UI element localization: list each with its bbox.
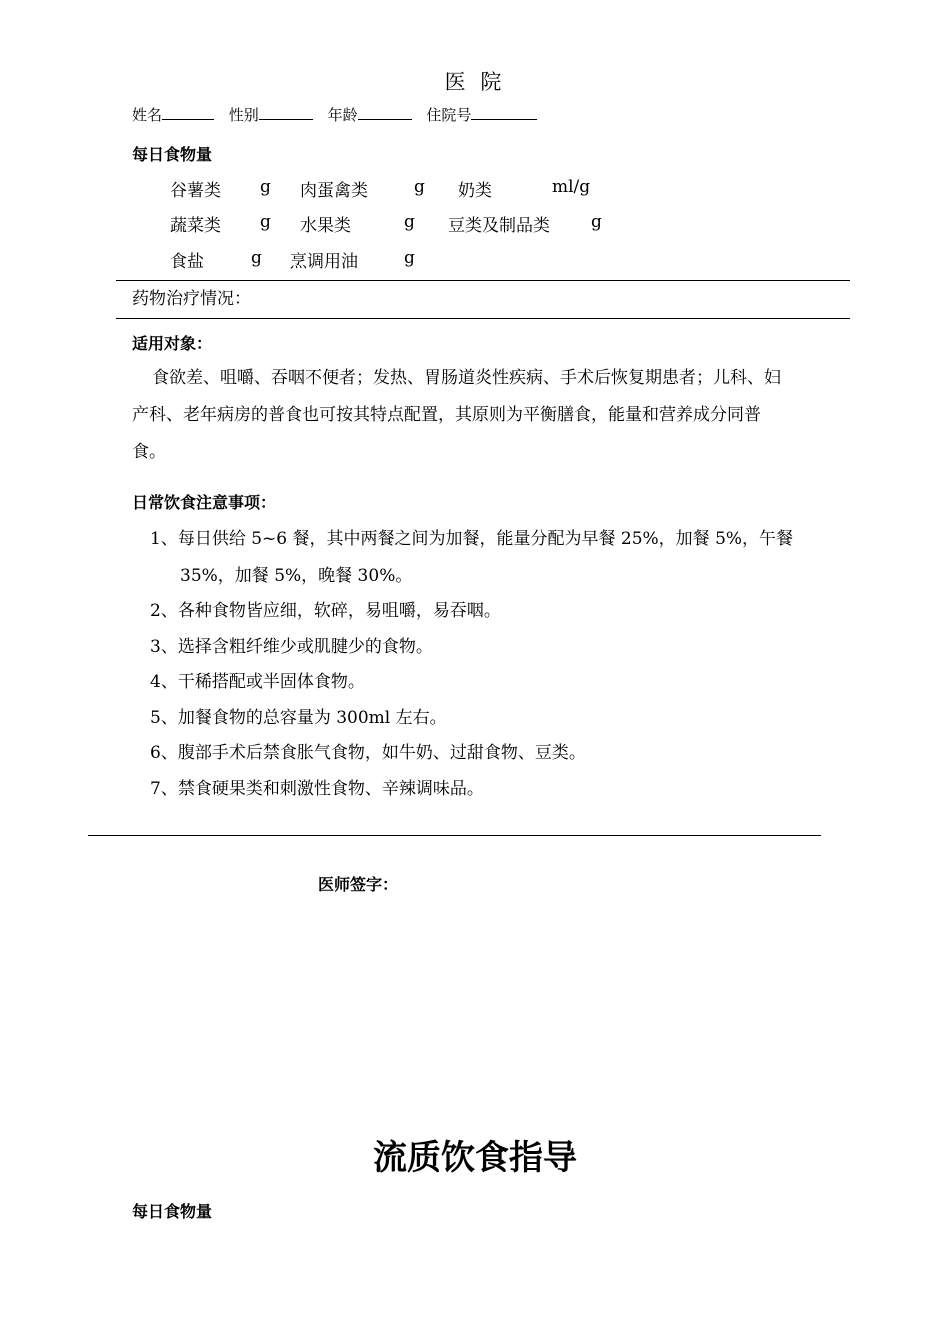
food-unit: g [414,177,425,197]
note-item: 7、禁食硬果类和刺激性食物、辛辣调味品。 [150,779,484,799]
food-unit: ml/g [552,177,591,197]
food-label: 烹调用油 [290,252,358,272]
medication-label: 药物治疗情况： [132,289,251,309]
section-title: 流质饮食指导 [373,1138,577,1178]
food-unit: g [251,248,262,268]
note-item: 6、腹部手术后禁食胀气食物，如牛奶、过甜食物、豆类。 [150,743,586,763]
gender-label: 性别 [228,106,259,124]
note-item: 3、选择含粗纤维少或肌腱少的食物。 [150,637,433,657]
applicable-line: 食。 [132,442,166,462]
note-item: 5、加餐食物的总容量为 300ml 左右。 [150,708,447,728]
age-field[interactable] [358,105,412,120]
food-label: 肉蛋禽类 [300,181,368,201]
hospital-title: 医 院 [444,70,506,94]
food-label: 奶类 [458,181,492,201]
applicable-heading: 适用对象： [132,334,213,353]
food-label: 水果类 [300,216,351,236]
divider [88,835,821,836]
name-field[interactable] [162,105,214,120]
note-item: 2、各种食物皆应细，软碎，易咀嚼，易吞咽。 [150,601,501,621]
food-unit: g [260,177,271,197]
divider [116,318,850,319]
food-label: 谷薯类 [170,181,221,201]
applicable-text [132,360,832,471]
food-unit: g [591,212,602,232]
applicable-line: 食欲差、咀嚼、吞咽不便者；发热、胃肠道炎性疾病、手术后恢复期患者；儿科、妇 [152,368,781,388]
food-label: 蔬菜类 [170,216,221,236]
food-unit: g [404,212,415,232]
food-unit: g [260,212,271,232]
food-unit: g [404,248,415,268]
food-label: 食盐 [170,252,204,272]
gender-field[interactable] [259,105,313,120]
daily-food-heading: 每日食物量 [132,1202,213,1221]
age-label: 年龄 [327,106,358,124]
daily-food-heading: 每日食物量 [132,145,213,164]
doctor-signature-label: 医师签字： [318,875,399,894]
patient-info-row [132,104,547,125]
food-label: 豆类及制品类 [448,216,550,236]
admission-no-label: 住院号 [426,106,472,124]
note-item: 1、每日供给 5~6 餐，其中两餐之间为加餐，能量分配为早餐 25%，加餐 5%，午餐 [150,529,794,549]
note-item: 4、干稀搭配或半固体食物。 [150,672,365,692]
applicable-line: 产科、老年病房的普食也可按其特点配置，其原则为平衡膳食，能量和营养成分同普 [132,405,761,425]
note-item-continued: 35%，加餐 5%，晚餐 30%。 [180,566,413,586]
name-label: 姓名 [132,106,163,124]
admission-no-field[interactable] [471,105,537,120]
divider [116,280,850,281]
notes-heading: 日常饮食注意事项： [132,493,277,512]
